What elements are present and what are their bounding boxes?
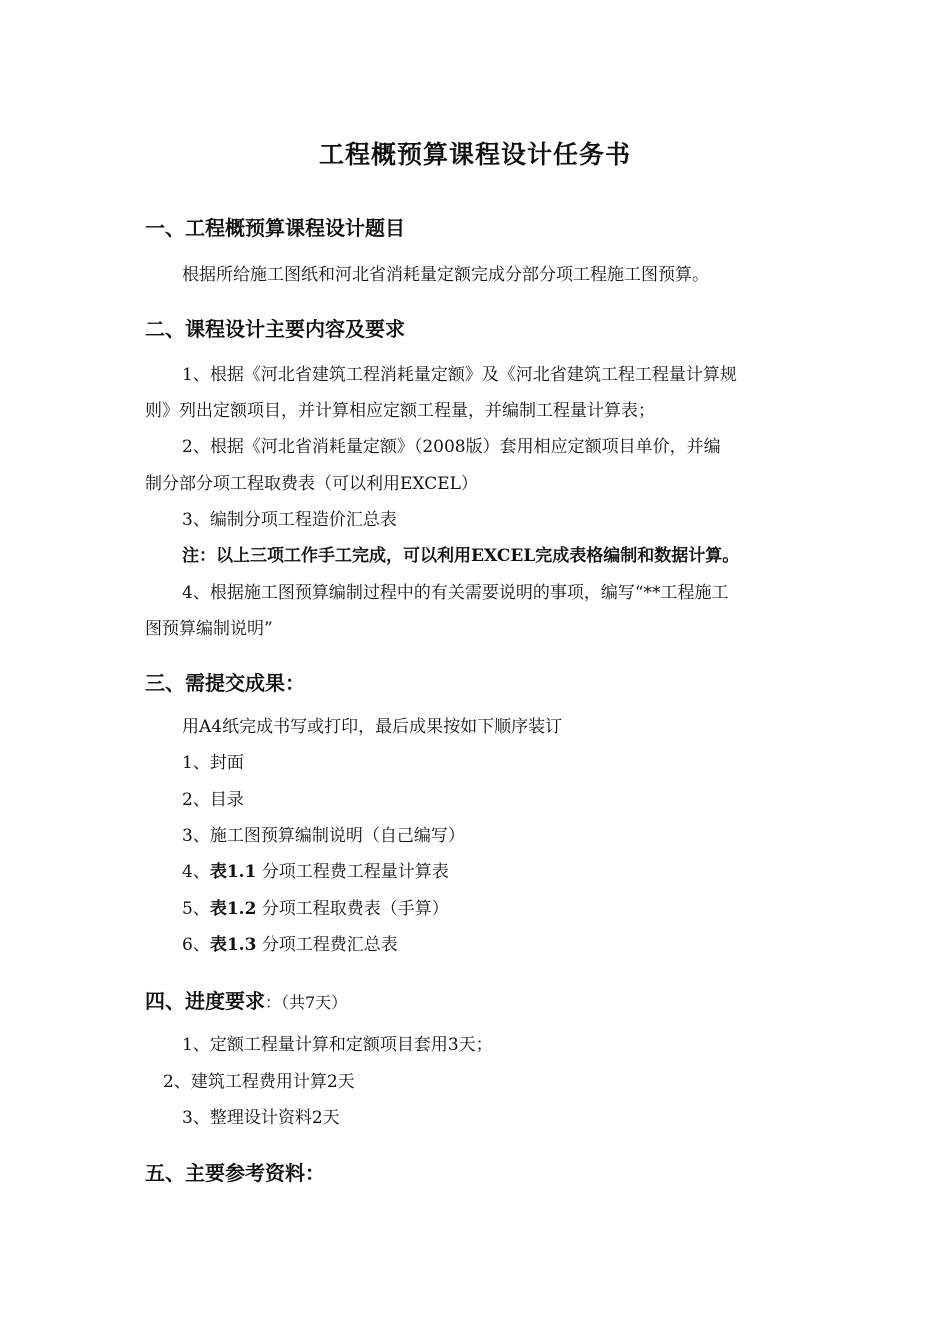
schedule-item-3: 3、整理设计资料2天: [182, 1108, 340, 1128]
section-3-heading: 三、需提交成果：: [145, 671, 305, 695]
section-2-note: 注：以上三项工作手工完成，可以利用EXCEL完成表格编制和数据计算。: [182, 546, 740, 566]
deliverable-table-ref: 表1.3: [209, 935, 257, 955]
deliverable-label: 施工图预算编制说明（自己编写）: [209, 826, 465, 846]
deliverable-number: 3、: [182, 826, 210, 846]
section-1-text: 根据所给施工图纸和河北省消耗量定额完成分部分项工程施工图预算。: [182, 265, 709, 285]
deliverable-item: [182, 752, 244, 774]
deliverable-label: 目录: [209, 790, 244, 810]
section-2-item-2-line-2: 制分部分项工程取费表（可以利用EXCEL）: [145, 474, 478, 494]
section-2-item-3: 3、编制分项工程造价汇总表: [182, 510, 397, 530]
section-2-heading: 二、课程设计主要内容及要求: [145, 317, 405, 341]
deliverable-number: 6、: [182, 935, 210, 955]
deliverable-label: 封面: [209, 753, 244, 773]
section-2-item-2-line-1: 2、根据《河北省消耗量定额》（2008版）套用相应定额项目单价，并编: [182, 437, 721, 457]
page-title: 工程概预算课程设计任务书: [318, 140, 631, 169]
deliverable-item: [182, 825, 465, 847]
section-5-heading: 五、主要参考资料：: [145, 1161, 325, 1185]
deliverable-label: 分项工程费工程量计算表: [261, 862, 449, 882]
deliverable-number: 5、: [182, 899, 210, 919]
schedule-item-2: 2、建筑工程费用计算2天: [163, 1072, 355, 1092]
deliverable-table-ref: 表1.1: [209, 862, 257, 882]
deliverable-number: 4、: [182, 862, 210, 882]
section-4-heading-text: 四、进度要求: [145, 989, 265, 1013]
deliverable-label: 分项工程取费表（手算）: [261, 899, 449, 919]
deliverable-item: [182, 861, 449, 883]
schedule-item-1: 1、定额工程量计算和定额项目套用3天；: [182, 1035, 493, 1055]
deliverable-number: 2、: [182, 790, 210, 810]
section-4-heading: [145, 985, 347, 1014]
deliverable-item: [182, 789, 244, 811]
deliverable-label: 分项工程费汇总表: [261, 935, 398, 955]
section-2-item-4-line-2: 图预算编制说明”: [145, 619, 273, 639]
deliverable-number: 1、: [182, 753, 210, 773]
section-2-item-4-line-1: 4、根据施工图预算编制过程中的有关需要说明的事项，编写“**工程施工: [182, 583, 729, 603]
deliverable-table-ref: 表1.2: [209, 899, 257, 919]
section-4-heading-note: ：（共7天）: [265, 993, 348, 1012]
section-2-item-1-line-1: 1、根据《河北省建筑工程消耗量定额》及《河北省建筑工程工程量计算规: [182, 365, 737, 385]
section-3-intro: 用A4纸完成书写或打印，最后成果按如下顺序装订: [182, 717, 563, 737]
deliverable-item: [182, 934, 398, 956]
deliverable-item: [182, 898, 449, 920]
section-1-heading: 一、工程概预算课程设计题目: [145, 216, 405, 240]
section-2-item-1-line-2: 则》列出定额项目，并计算相应定额工程量，并编制工程量计算表；: [145, 401, 655, 421]
